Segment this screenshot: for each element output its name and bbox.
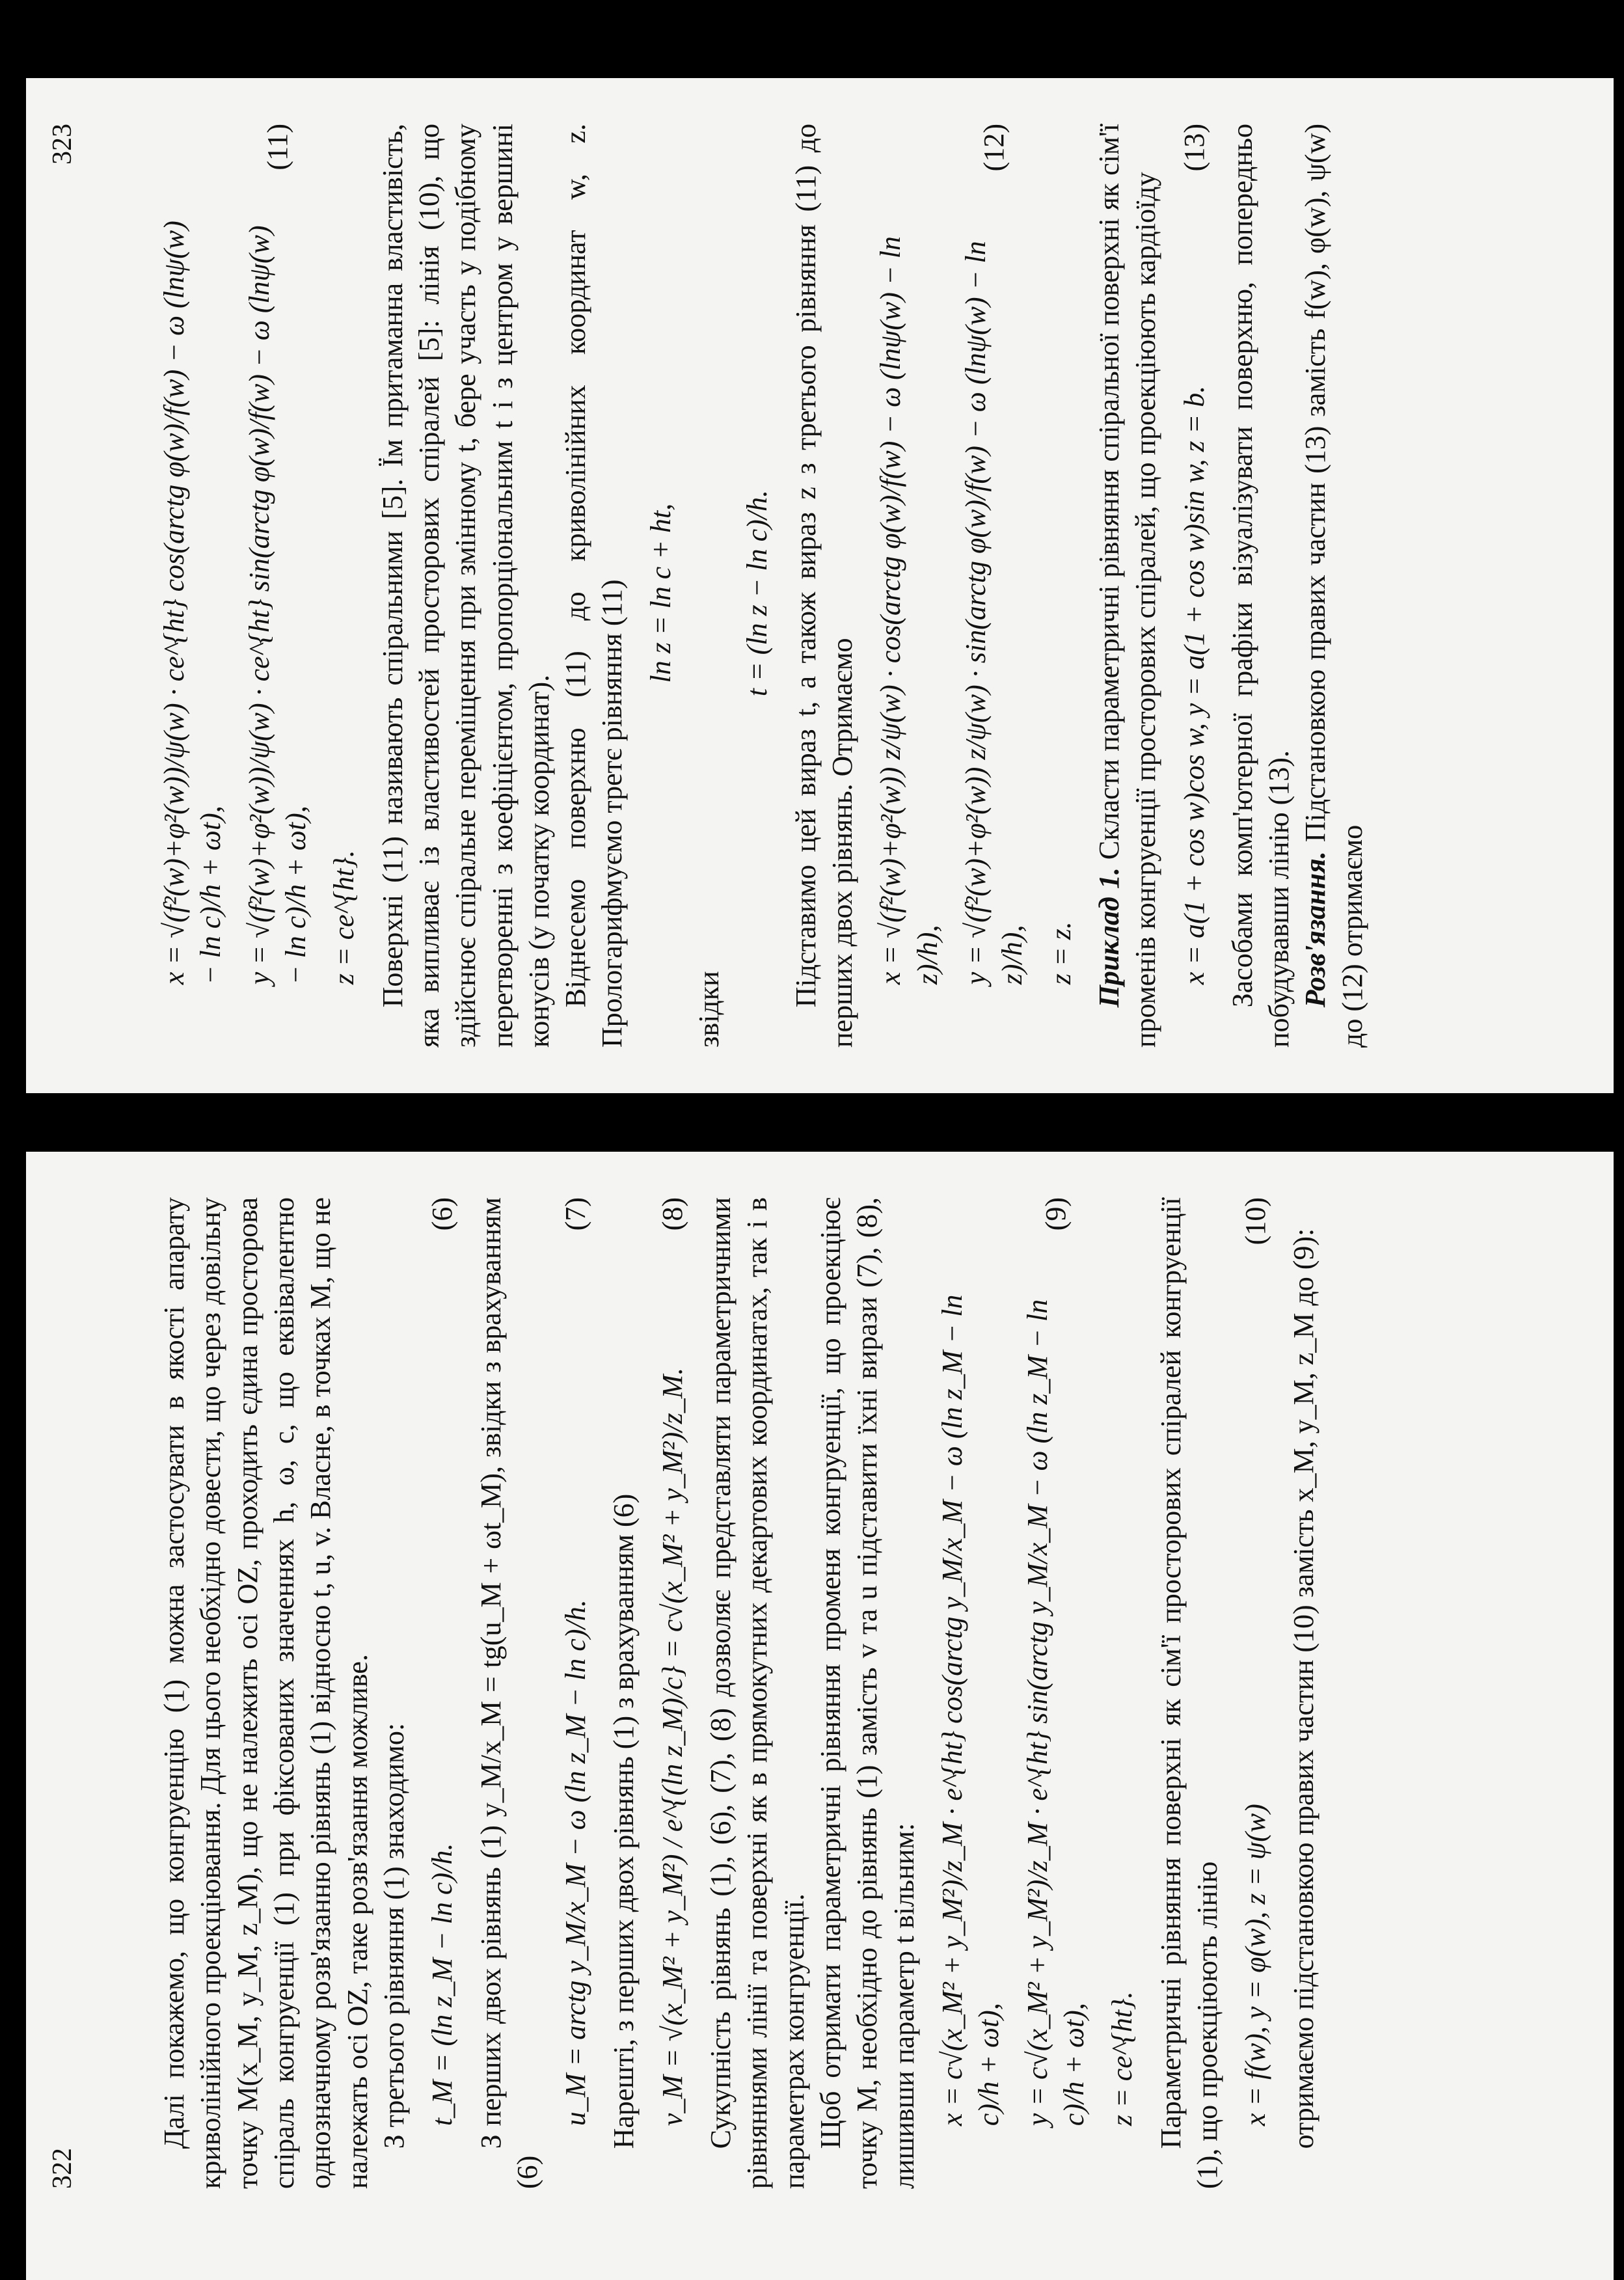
equation-z: z = ce^{ht}. [1106, 1991, 1139, 2126]
equation-z: z = ce^{ht}. [328, 850, 360, 985]
equation-v: v_M = √(x_M² + y_M²) / e^{(ln z_M)/c} = c√(x_M² + y_M²)/z_M. [656, 1367, 688, 2126]
example-text: Скласти параметричні рівняння спіральної поверхні як сім'ї променів конгруенції просторових спіралей, що проекціюють кардіоїду [1092, 124, 1162, 1048]
page-number: 323 [47, 124, 77, 165]
paragraph: З третього рівняння (1) знаходимо: [377, 1722, 410, 2149]
equation-number: (6) [426, 1197, 459, 1231]
equation [643, 124, 679, 1048]
equation [655, 1197, 691, 2189]
equation [873, 124, 946, 1048]
paragraph: звідки [693, 971, 725, 1048]
paragraph [1091, 124, 1165, 1048]
equation [1020, 1197, 1093, 2189]
paragraph: Нарешті, з перших двох рівнянь (1) з врахуванням (6) [608, 1493, 640, 2149]
solution-text: Підстановкою правих частин (13) замість f(w), φ(w), ψ(w) до (12) отримаємо [1299, 124, 1368, 1048]
equation-number: (9) [1039, 1197, 1072, 1231]
equation-y: y = √(f²(w)+φ²(w)) z/ψ(w) · sin(arctg φ(w)/f(w) − ω (lnψ(w) − ln z)/h), [959, 241, 1029, 985]
equation [1043, 124, 1079, 1048]
paragraph: Щоб отримати параметричні рівняння променя конгруенції, що проекціює точку M, необхідно до рівнянь (1) замість v та u підставити їхні вирази (7), (8), лишивши параметр t вільним: [815, 1197, 920, 2189]
equation-t: t = (ln z − ln c)/h. [741, 489, 774, 697]
paragraph: Підставимо цей вираз t, а також вираз z з третього рівняння (11) до перших двох рівнянь. Отримаємо [789, 124, 858, 1048]
book-spine-shadow [0, 1100, 1624, 1145]
equation [558, 1197, 594, 2189]
equation-x: x = √(f²(w)+φ²(w))/ψ(w) · ce^{ht} cos(arctg φ(w)/f(w) − ω (lnψ(w) − ln c)/h + ωt), [158, 221, 227, 985]
paragraph: Засобами комп'ютерної графіки візуалізувати поверхню, попередньо побудувавши лінію (13). [1226, 124, 1295, 1048]
equation-number: (8) [656, 1197, 688, 1231]
equation [739, 124, 776, 1048]
equation-line: x = f(w), y = φ(w), z = ψ(w) [1239, 1804, 1272, 2126]
equation [1176, 124, 1213, 1048]
equation-cardioid: x = a(1 + cos w)cos w, y = a(1 + cos w)sin w, z = b. [1178, 385, 1210, 985]
equation-z: z = z. [1044, 921, 1077, 985]
equation [424, 1197, 461, 2189]
paragraph: Параметричні рівняння поверхні як сім'ї просторових спіралей конгруенції (1), що проекціюють лінію [1154, 1197, 1223, 2189]
page-number: 322 [47, 2148, 77, 2189]
paragraph: Віднесемо поверхню (11) до криволінійних координат w, z. Прологарифмуємо третє рівняння (11) [560, 124, 629, 1048]
equation [934, 1197, 1008, 2189]
equation-number: (12) [978, 124, 1010, 172]
example-label: Приклад 1. [1092, 867, 1125, 1008]
paragraph: Сукупність рівнянь (1), (6), (7), (8) дозволяє представляти параметричними рівняннями лінії та поверхні як в прямокутних декартових координатах, так і в параметрах конгруенції. [705, 1197, 810, 2189]
equation [1238, 1197, 1274, 2189]
right-page [26, 78, 1614, 1093]
paragraph: отримаємо підстановкою правих частин (10) замість x_M, y_M, z_M до (9): [1288, 1228, 1320, 2149]
equation [1104, 1197, 1141, 2189]
equation-number: (11) [261, 124, 293, 170]
equation-x: x = √(f²(w)+φ²(w)) z/ψ(w) · cos(arctg φ(w)/f(w) − ω (lnψ(w) − ln z)/h), [874, 236, 943, 985]
equation-ln: ln z = ln c + ht, [644, 503, 677, 683]
equation-y: y = c√(x_M² + y_M²)/z_M · e^{ht} sin(arctg y_M/x_M − ω (ln z_M − ln c)/h + ωt), [1021, 1299, 1090, 2126]
equation-x: x = c√(x_M² + y_M²)/z_M · e^{ht} cos(arctg y_M/x_M − ω (ln z_M − ln c)/h + ωt), [936, 1294, 1005, 2126]
solution-label: Розв'язання. [1299, 851, 1332, 1008]
equation-number: (7) [560, 1197, 592, 1231]
left-page [26, 1152, 1614, 2280]
page-body [156, 124, 1371, 1048]
equation-number: (13) [1178, 124, 1210, 172]
paragraph [1297, 124, 1371, 1048]
paragraph: Поверхні (11) називають спіральними [5]. Їм притаманна властивість, яка випливає із властивостей просторових спіралей [5]: лінія (10), що здійснює спіральне переміщення при змінному t, бере участь у подібному перетворенні з коефіцієнтом, пропорціональним t і з центром у вершині конусів (у початку координат). [376, 124, 555, 1048]
equation-y: y = √(f²(w)+φ²(w))/ψ(w) · ce^{ht} sin(arctg φ(w)/f(w) − ω (lnψ(w) − ln c)/h + ωt), [243, 225, 312, 985]
page-body [156, 1197, 1323, 2189]
equation [326, 124, 362, 1048]
equation-u: u_M = arctg y_M/x_M − ω (ln z_M − ln c)/h. [560, 1599, 592, 2126]
equation [156, 124, 230, 1048]
equation [241, 124, 315, 1048]
paragraph: Далі покажемо, що конгруенцію (1) можна застосувати в якості апарату криволінійного проекціювання. Для цього необхідно довести, що через довільну точку M(x_M, y_M, z_M), що не належить осі OZ, проходить єдина просторова спіраль конгруенції (1) при фіксованих значеннях h, ω, c, що еквівалентно однозначному розв'язанню рівнянь (1) відносно t, u, v. Власне, в точках M, що не належать осі OZ, таке розв'язання можливе. [158, 1197, 373, 2189]
equation-number: (10) [1239, 1197, 1272, 1245]
equation-t: t_M = (ln z_M − ln c)/h. [426, 1843, 459, 2126]
equation [958, 124, 1031, 1048]
paragraph: З перших двох рівнянь (1) y_M/x_M = tg(u_M + ωt_M), звідки з врахуванням (6) [474, 1197, 543, 2189]
